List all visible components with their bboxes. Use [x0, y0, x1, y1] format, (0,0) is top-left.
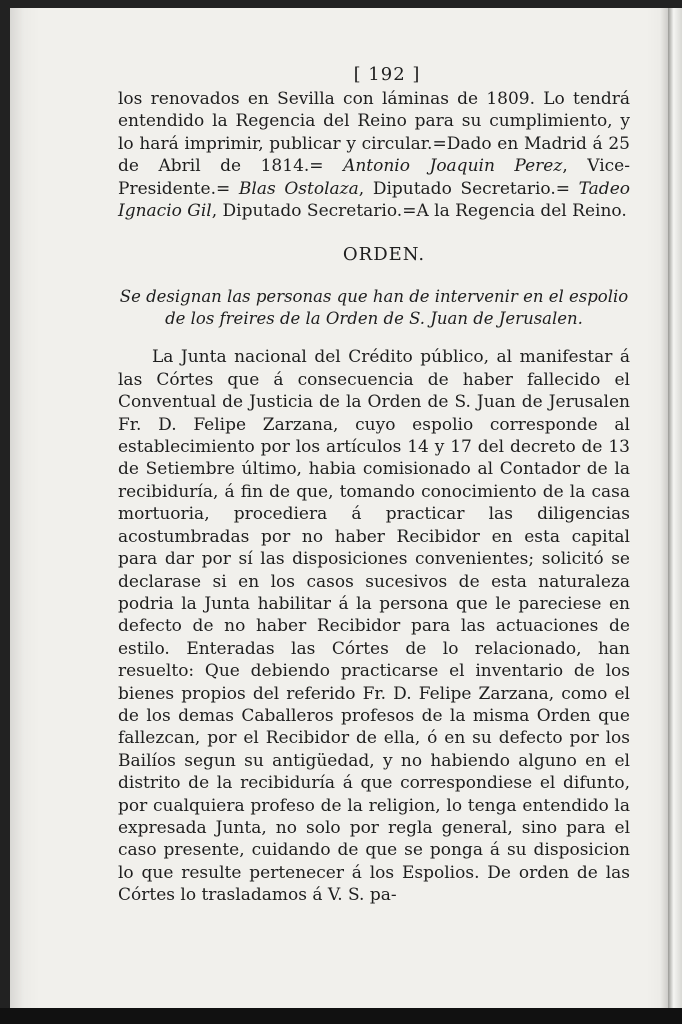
page-content — [118, 62, 630, 907]
signatory-name-ostolaza: Blas Ostolaza — [238, 178, 359, 199]
section-subtitle: Se designan las personas que han de intervenir en el espolio de los freires de la Orden de S. Juan de Jerusalen. — [119, 287, 629, 329]
body-paragraph: La Junta nacional del Crédito público, al manifestar á las Córtes que á consecuencia de haber fallecido el Conventual de Justicia de la Orden de S. Juan de Jerusalen Fr. D. Felipe Zarzana, cuyo espolio corresponde al establecimiento por los artículos 14 y 17 del decreto de 13 de Setiembre último, habia comisionado al Contador de la recibiduría, á fin de que, tomando conocimiento de la casa mortuoria, procediera á practicar las diligencias acostumbradas por no haber Recibidor en esta capital para dar por sí las disposiciones convenientes; solicitó se declarase si en los casos sucesivos de esta naturaleza podria la Junta habilitar á la persona que le pareciese en defecto de no haber Recibidor para las actuaciones de estilo. Enteradas las Córtes de lo relacionado, han resuelto: Que debiendo practicarse el inventario de los bienes propios del referido Fr. D. Felipe Zarzana, como el de los demas Caballeros profesos de la misma Orden que fallezcan, por el Recibidor de ella, ó en su defecto por los Bailíos segun su antigüedad, y no habiendo alguno en el distrito de la recibiduría á que correspondiese el difunto, por cualquiera profeso de la religion, lo tenga entendido la expresada Junta, no solo por regla general, sino para el caso presente, cuidando de que se ponga á su disposicion lo que resulte pertenecer á los Espolios. De orden de las Córtes lo trasladamos á V. S. pa- — [118, 347, 630, 906]
decree-segment: los renovados en Sevilla con láminas de 1809. Lo tendrá entendido la Regencia del Reino para su cumplimiento, y lo hará imprimir, publicar y circular.=Dado en Madrid á 25 de Abril de 1814.= — [118, 89, 630, 177]
decree-segment: , Vice-Presidente.= — [118, 156, 630, 199]
decree-segment: , Diputado Secretario.= — [358, 178, 579, 199]
decree-segment: , Diputado Secretario.=A la Regencia del Reino. — [211, 201, 627, 222]
page-stack-edge — [668, 8, 682, 1012]
section-heading: ORDEN. — [342, 244, 426, 266]
decree-closing-text — [118, 88, 630, 222]
signatory-name-gil: Tadeo Ignacio Gil — [118, 178, 630, 222]
scan-bottom-border — [0, 1008, 682, 1024]
page-number: [ 192 ] — [353, 64, 421, 85]
signatory-name-perez: Antonio Joaquin Perez — [343, 156, 563, 177]
